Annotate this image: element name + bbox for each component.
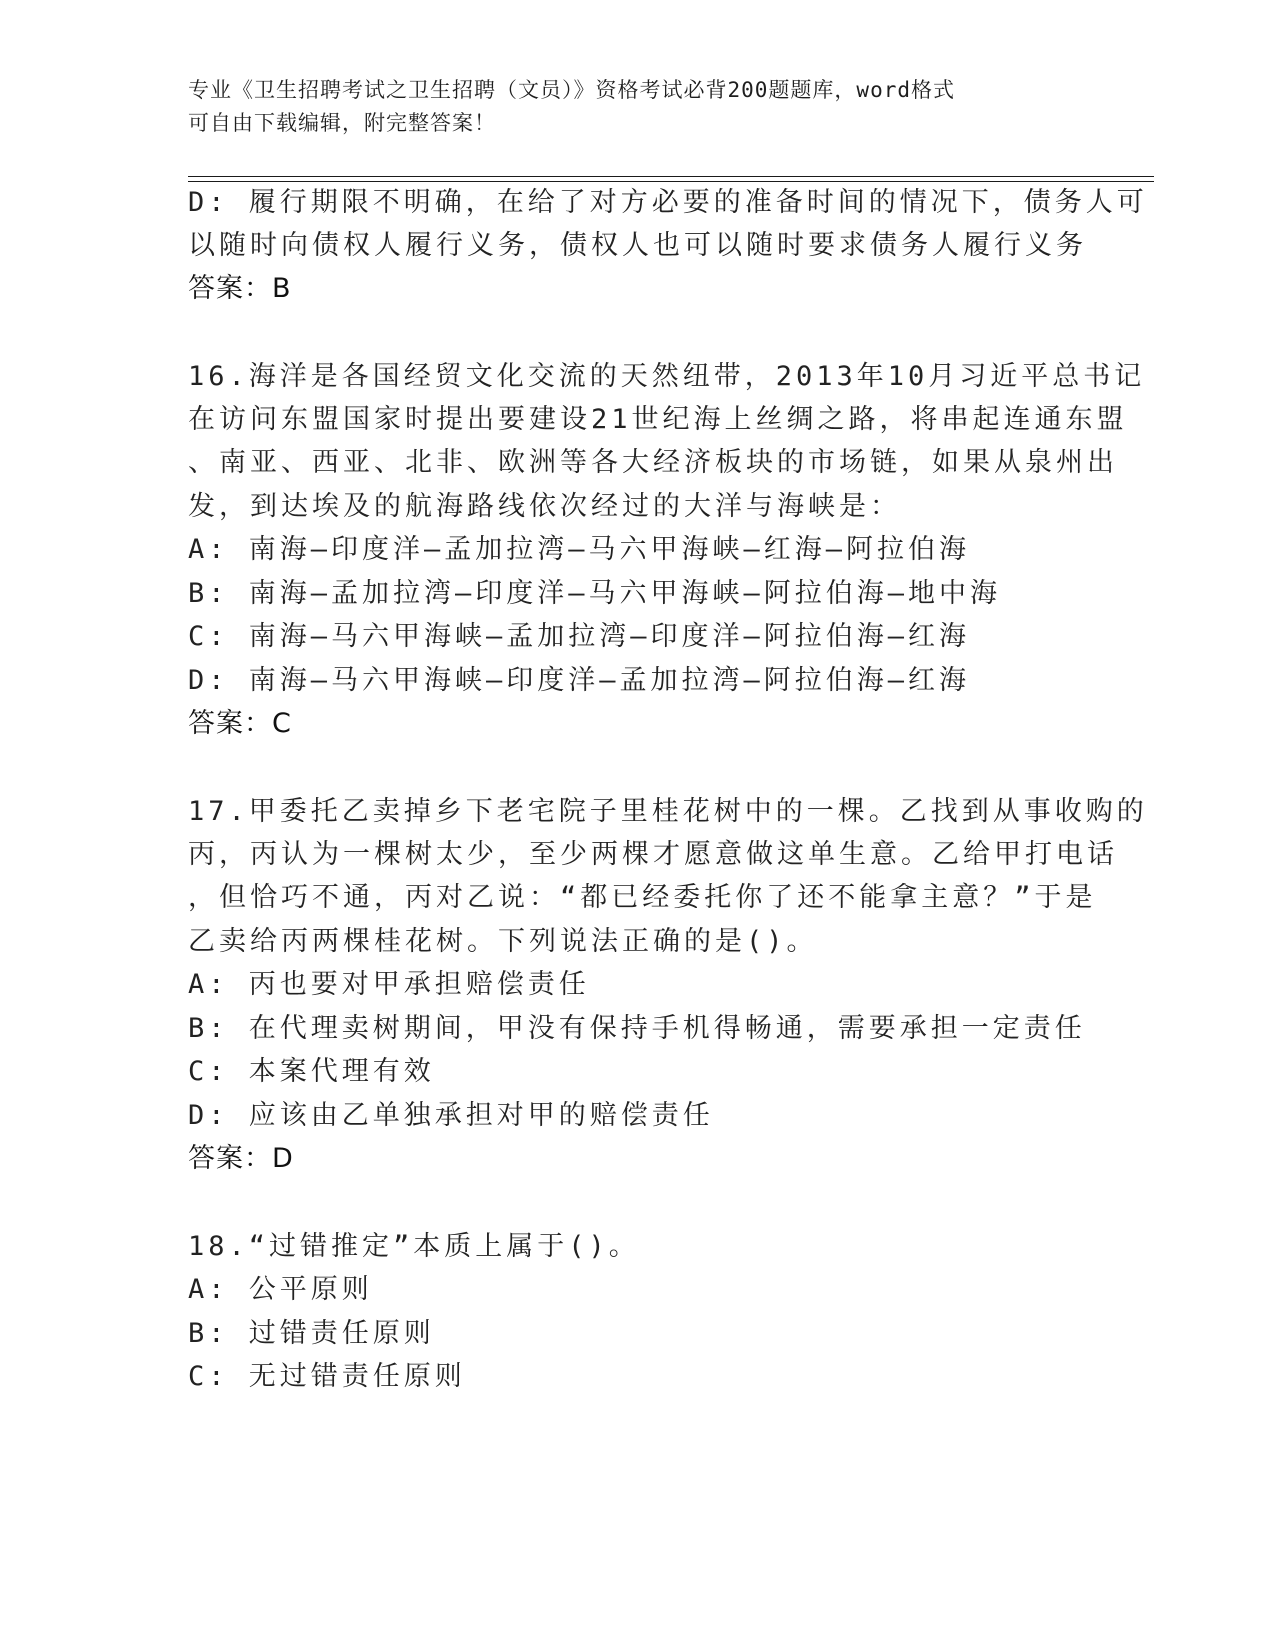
q16-stem-line-3: 、南亚、西亚、北非、欧洲等各大经济板块的市场链，如果从泉州出 — [188, 447, 1118, 478]
header-title-line-1: 专业《卫生招聘考试之卫生招聘（文员）》资格考试必背200题题库，word格式 — [188, 78, 955, 102]
q17-stem-line-3: ，但恰巧不通，丙对乙说：“都已经委托你了还不能拿主意？”于是 — [188, 882, 1097, 913]
q17-option-d: D: 应该由乙单独承担对甲的赔偿责任 — [188, 1100, 714, 1131]
q15-option-d-line-1: D: 履行期限不明确，在给了对方必要的准备时间的情况下，债务人可 — [188, 187, 1148, 218]
document-header — [188, 74, 1068, 140]
q16-answer: 答案：C — [188, 708, 292, 739]
q17-answer: 答案：D — [188, 1143, 294, 1174]
q18-option-c: C: 无过错责任原则 — [188, 1361, 466, 1392]
header-divider-thin — [188, 176, 1154, 177]
q16-stem-line-2: 在访问东盟国家时提出要建设21世纪海上丝绸之路，将串起连通东盟 — [188, 404, 1128, 435]
q16-option-b: B: 南海—孟加拉湾—印度洋—马六甲海峡—阿拉伯海—地中海 — [188, 578, 1002, 609]
q16-stem-line-4: 发，到达埃及的航海路线依次经过的大洋与海峡是： — [188, 491, 901, 522]
header-title-line-2: 可自由下载编辑，附完整答案！ — [188, 111, 496, 135]
q15-answer: 答案：B — [188, 273, 292, 304]
q18-option-a: A: 公平原则 — [188, 1274, 373, 1305]
q16-option-d: D: 南海—马六甲海峡—印度洋—孟加拉湾—阿拉伯海—红海 — [188, 665, 971, 696]
q15-option-d-line-2: 以随时向债权人履行义务，债权人也可以随时要求债务人履行义务 — [188, 230, 1087, 261]
q17-option-c: C: 本案代理有效 — [188, 1056, 435, 1087]
q17-option-a: A: 丙也要对甲承担赔偿责任 — [188, 969, 590, 1000]
q16-option-a: A: 南海—印度洋—孟加拉湾—马六甲海峡—红海—阿拉伯海 — [188, 534, 971, 565]
q17-stem-line-2: 丙，丙认为一棵树太少，至少两棵才愿意做这单生意。乙给甲打电话 — [188, 839, 1118, 870]
header-divider-thick — [188, 181, 1154, 182]
q18-stem-line-1: 18.“过错推定”本质上属于()。 — [188, 1231, 640, 1262]
q18-option-b: B: 过错责任原则 — [188, 1318, 435, 1349]
q17-option-b: B: 在代理卖树期间，甲没有保持手机得畅通，需要承担一定责任 — [188, 1013, 1086, 1044]
q16-option-c: C: 南海—马六甲海峡—孟加拉湾—印度洋—阿拉伯海—红海 — [188, 621, 971, 652]
q17-stem-line-4: 乙卖给丙两棵桂花树。下列说法正确的是()。 — [188, 926, 818, 957]
q16-stem-line-1: 16.海洋是各国经贸文化交流的天然纽带，2013年10月习近平总书记 — [188, 361, 1146, 392]
q17-stem-line-1: 17.甲委托乙卖掉乡下老宅院子里桂花树中的一棵。乙找到从事收购的 — [188, 796, 1148, 827]
